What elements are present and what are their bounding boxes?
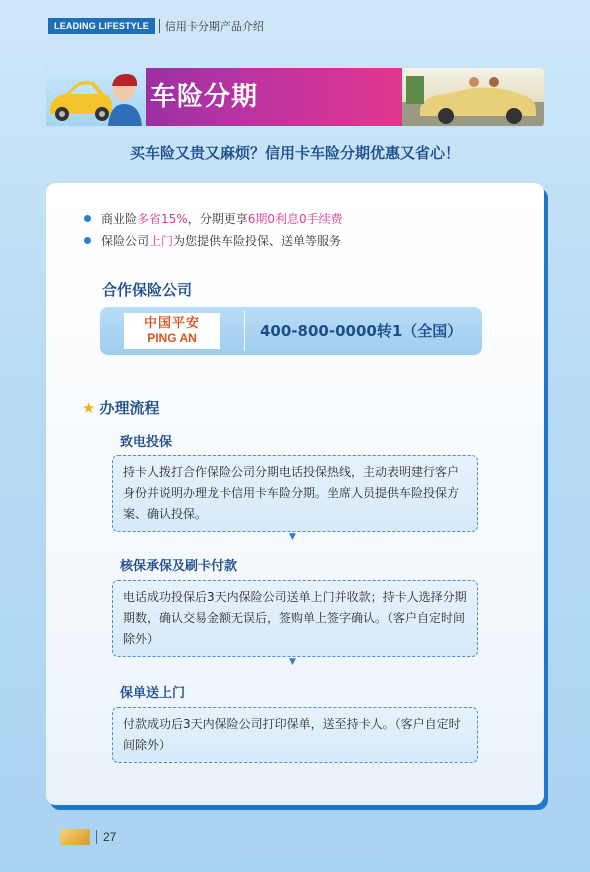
banner-title: 车险分期 [150,82,259,112]
bullet-icon [84,215,91,222]
down-arrow-icon: ▼ [289,657,296,667]
pingan-logo [124,313,220,349]
banner [46,68,544,126]
benefit-highlight: 多省15% [137,211,188,226]
bullet-icon [84,237,91,244]
benefit-list [84,207,343,251]
benefit-text: 为您提供车险投保、送单等服务 [173,233,342,248]
step-text: 电话成功投保后3天内保险公司送单上门并收款；持卡人选择分期期数，确认交易金额无误后，签购单上签字确认。（客户自定时间除外） [123,590,467,646]
content-card [46,183,544,805]
process-heading [82,397,159,418]
divider [159,19,160,33]
step-box [112,580,478,657]
partner-box [100,307,482,355]
card-thumbnail [60,829,90,845]
benefit-item [84,229,343,251]
benefit-text: ，分期更享 [187,211,248,226]
process-heading-text: 办理流程 [99,399,160,417]
page-footer [60,829,116,845]
section-title: 信用卡分期产品介绍 [164,20,264,33]
step-box [112,455,478,532]
brand-tag: LEADING LIFESTYLE [48,18,155,34]
benefit-text: 商业险 [101,211,138,226]
step-text: 付款成功后3天内保险公司打印保单，送至持卡人。（客户自定时间除外） [123,717,461,752]
divider [96,830,97,844]
star-icon: ★ [82,398,96,417]
step-text: 持卡人拨打合作保险公司分期电话投保热线，主动表明建行客户身份并说明办理龙卡信用卡车险分期。坐席人员提供车险投保方案、确认投保。 [123,465,460,521]
divider [244,311,245,351]
step-box [112,707,478,763]
convertible-car-photo [402,68,544,126]
step-title: 致电投保 [120,435,173,450]
benefit-highlight: 上门 [149,233,174,248]
partner-phone: 400-800-0000转1（全国） [260,322,463,340]
step-title: 保单送上门 [120,686,186,701]
step-title: 核保承保及刷卡付款 [120,559,238,574]
partner-heading: 合作保险公司 [102,281,193,299]
top-bar [48,16,264,36]
down-arrow-icon: ▼ [289,532,296,542]
benefit-highlight: 6期0利息0手续费 [247,211,343,226]
benefit-item [84,207,343,229]
logo-en-text: PING AN [147,331,197,345]
subtitle: 买车险又贵又麻烦？信用卡车险分期优惠又省心！ [129,144,460,162]
benefit-text: 保险公司 [101,233,150,248]
page-number: 27 [103,830,117,844]
car-driver-illustration [46,68,146,126]
logo-cn-text: 中国平安 [143,316,200,331]
